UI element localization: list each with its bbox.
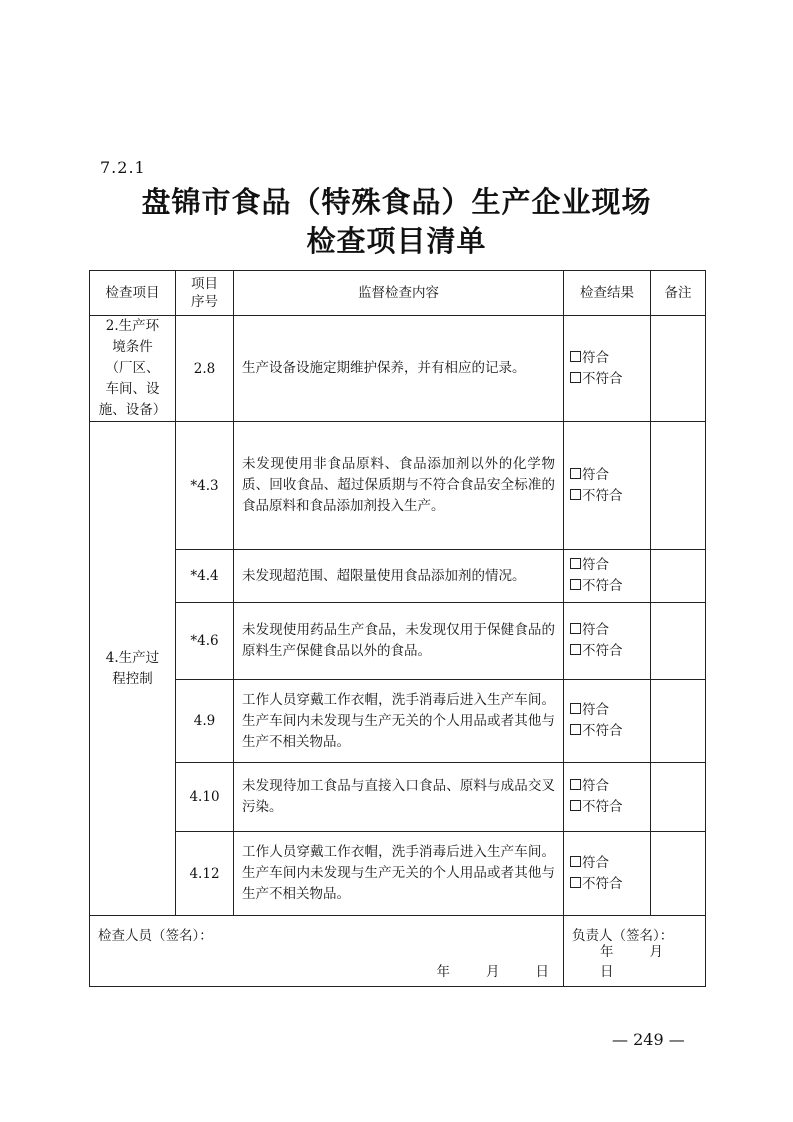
option-fail[interactable]: 不符合 bbox=[570, 721, 650, 742]
page-number: — 249 — bbox=[612, 1030, 685, 1049]
item-content: 未发现超范围、超限量使用食品添加剂的情况。 bbox=[234, 550, 564, 603]
remarks-cell[interactable] bbox=[651, 603, 706, 680]
option-fail[interactable]: 不符合 bbox=[570, 576, 650, 597]
item-content: 未发现使用非食品原料、食品添加剂以外的化学物质、回收食品、超过保质期与不符合食品安全标准的食品原料和食品添加剂投入生产。 bbox=[234, 422, 564, 550]
remarks-cell[interactable] bbox=[651, 763, 706, 832]
checkbox-icon[interactable] bbox=[570, 489, 581, 500]
checkbox-icon[interactable] bbox=[570, 877, 581, 888]
checkbox-icon[interactable] bbox=[570, 372, 581, 383]
table-row bbox=[90, 316, 706, 422]
checkbox-icon[interactable] bbox=[570, 558, 581, 569]
responsible-signature-label: 负责人（签名）： bbox=[572, 928, 674, 944]
option-fail[interactable]: 不符合 bbox=[570, 641, 650, 662]
header-item-number bbox=[176, 271, 234, 316]
item-seq: *4.4 bbox=[176, 550, 234, 603]
header-item-number-bottom: 序号 bbox=[191, 294, 218, 310]
item-seq: 4.12 bbox=[176, 832, 234, 916]
result-cell bbox=[564, 680, 651, 763]
responsible-signature-cell[interactable] bbox=[564, 916, 706, 987]
option-pass[interactable]: 符合 bbox=[570, 853, 650, 874]
checkbox-icon[interactable] bbox=[570, 623, 581, 634]
item-content: 工作人员穿戴工作衣帽，洗手消毒后进入生产车间。生产车间内未发现与生产无关的个人用品或者其他与生产不相关物品。 bbox=[234, 680, 564, 763]
document-title-line2: 检查项目清单 bbox=[306, 224, 487, 258]
remarks-cell[interactable] bbox=[651, 316, 706, 422]
checkbox-icon[interactable] bbox=[570, 579, 581, 590]
option-fail[interactable]: 不符合 bbox=[570, 874, 650, 895]
remarks-cell[interactable] bbox=[651, 680, 706, 763]
year-label: 年 bbox=[436, 964, 450, 980]
day-label: 日 bbox=[600, 964, 614, 980]
option-pass[interactable]: 符合 bbox=[570, 555, 650, 576]
category-process-control: 4.生产过 程控制 bbox=[90, 422, 176, 916]
option-pass[interactable]: 符合 bbox=[570, 700, 650, 721]
inspector-signature-cell[interactable] bbox=[90, 916, 564, 987]
result-cell bbox=[564, 316, 651, 422]
checkbox-icon[interactable] bbox=[570, 468, 581, 479]
table-row bbox=[90, 550, 706, 603]
item-seq: 2.8 bbox=[176, 316, 234, 422]
checkbox-icon[interactable] bbox=[570, 724, 581, 735]
result-cell bbox=[564, 603, 651, 680]
result-cell bbox=[564, 550, 651, 603]
header-content: 监督检查内容 bbox=[234, 271, 564, 316]
table-header-row bbox=[90, 271, 706, 316]
month-label: 月 bbox=[649, 944, 663, 960]
option-pass[interactable]: 符合 bbox=[570, 620, 650, 641]
section-number: 7.2.1 bbox=[100, 158, 146, 177]
checkbox-icon[interactable] bbox=[570, 351, 581, 362]
item-content: 工作人员穿戴工作衣帽，洗手消毒后进入生产车间。生产车间内未发现与生产无关的个人用品或者其他与生产不相关物品。 bbox=[234, 832, 564, 916]
remarks-cell[interactable] bbox=[651, 832, 706, 916]
month-label: 月 bbox=[486, 964, 500, 980]
item-seq: 4.10 bbox=[176, 763, 234, 832]
checkbox-icon[interactable] bbox=[570, 856, 581, 867]
item-seq: 4.9 bbox=[176, 680, 234, 763]
signature-row bbox=[90, 916, 706, 987]
table-row bbox=[90, 603, 706, 680]
option-fail[interactable]: 不符合 bbox=[570, 486, 650, 507]
item-content: 生产设备设施定期维护保养，并有相应的记录。 bbox=[234, 316, 564, 422]
inspector-date bbox=[401, 960, 550, 980]
option-pass[interactable]: 符合 bbox=[570, 776, 650, 797]
table-row bbox=[90, 763, 706, 832]
result-cell bbox=[564, 763, 651, 832]
option-fail[interactable]: 不符合 bbox=[570, 797, 650, 818]
item-seq: *4.6 bbox=[176, 603, 234, 680]
table-row bbox=[90, 680, 706, 763]
inspector-signature-label: 检查人员（签名）： bbox=[98, 928, 213, 944]
option-pass[interactable]: 符合 bbox=[570, 465, 650, 486]
item-content: 未发现待加工食品与直接入口食品、原料与成品交叉污染。 bbox=[234, 763, 564, 832]
remarks-cell[interactable] bbox=[651, 550, 706, 603]
checkbox-icon[interactable] bbox=[570, 779, 581, 790]
checkbox-icon[interactable] bbox=[570, 644, 581, 655]
header-result: 检查结果 bbox=[564, 271, 651, 316]
category-environment: 2.生产环 境条件 （厂区、 车间、设 施、设备） bbox=[90, 316, 176, 422]
result-cell bbox=[564, 832, 651, 916]
checkbox-icon[interactable] bbox=[570, 800, 581, 811]
remarks-cell[interactable] bbox=[651, 422, 706, 550]
result-cell bbox=[564, 422, 651, 550]
document-title-line1: 盘锦市食品（特殊食品）生产企业现场 bbox=[141, 185, 652, 219]
option-fail[interactable]: 不符合 bbox=[570, 369, 650, 390]
responsible-date bbox=[564, 940, 691, 980]
item-seq: *4.3 bbox=[176, 422, 234, 550]
table-row bbox=[90, 832, 706, 916]
item-content: 未发现使用药品生产食品，未发现仅用于保健食品的原料生产保健食品以外的食品。 bbox=[234, 603, 564, 680]
checkbox-icon[interactable] bbox=[570, 703, 581, 714]
header-item-number-top: 项目 bbox=[191, 276, 218, 292]
header-inspection-item: 检查项目 bbox=[90, 271, 176, 316]
table-row bbox=[90, 422, 706, 550]
day-label: 日 bbox=[535, 964, 549, 980]
checklist-table bbox=[89, 270, 706, 987]
year-label: 年 bbox=[600, 944, 614, 960]
option-pass[interactable]: 符合 bbox=[570, 348, 650, 369]
header-remarks: 备注 bbox=[651, 271, 706, 316]
